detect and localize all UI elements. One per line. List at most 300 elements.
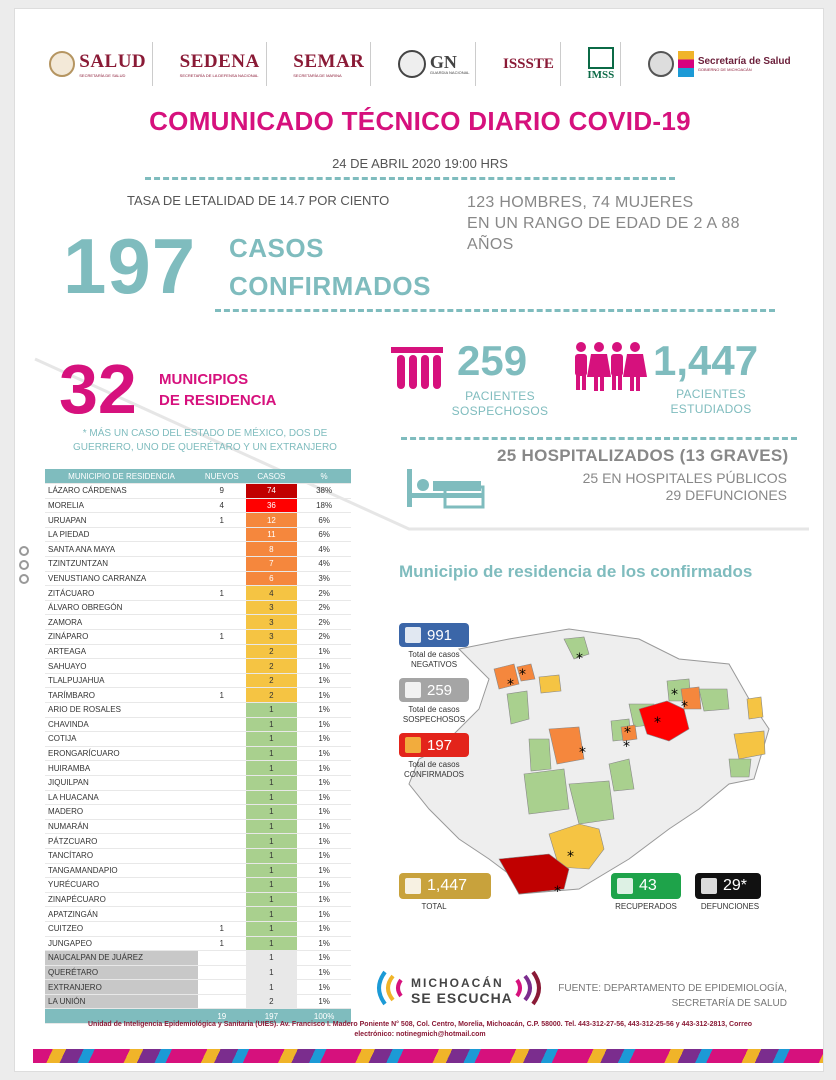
map-region-green xyxy=(529,739,551,771)
confirmados-box xyxy=(399,733,469,757)
nuevos-cell xyxy=(198,892,246,907)
column-header-percent: % xyxy=(297,469,351,484)
municipio-cell: ZINÁPARO xyxy=(45,630,198,645)
defunciones-text: 29 DEFUNCIONES xyxy=(665,487,787,503)
municipio-cell: ÁLVARO OBREGÓN xyxy=(45,600,198,615)
percent-cell: 1% xyxy=(297,717,351,732)
campaign-line1: MICHOACÁN xyxy=(411,976,504,990)
municipio-cell: COTIJA xyxy=(45,732,198,747)
nuevos-cell xyxy=(198,644,246,659)
table-row xyxy=(45,980,351,995)
sospechosos-label-line1: PACIENTES xyxy=(465,389,535,403)
casos-cell: 1 xyxy=(246,878,298,893)
nuevos-cell xyxy=(198,542,246,557)
hospitales-publicos: 25 EN HOSPITALES PÚBLICOS xyxy=(582,470,787,486)
casos-cell: 11 xyxy=(246,527,298,542)
sedena-logo xyxy=(174,42,267,86)
casos-cell: 2 xyxy=(246,644,298,659)
municipio-cell: ERONGARÍCUARO xyxy=(45,746,198,761)
casos-cell: 2 xyxy=(246,673,298,688)
sospechosos-value: 259 xyxy=(427,681,453,699)
nuevos-cell xyxy=(198,965,246,980)
column-header-nuevos: NUEVOS xyxy=(198,469,246,484)
people-icon xyxy=(617,878,633,894)
nuevos-cell: 1 xyxy=(198,936,246,951)
municipio-cell: SAHUAYO xyxy=(45,659,198,674)
table-row xyxy=(45,484,351,499)
municipio-cell: APATZINGÁN xyxy=(45,907,198,922)
estudiados-label-line1: PACIENTES xyxy=(676,387,746,401)
total-legend-label: TOTAL xyxy=(421,902,447,911)
source-note xyxy=(558,981,787,1011)
table-row xyxy=(45,834,351,849)
percent-cell: 1% xyxy=(297,951,351,966)
report-date: 24 DE ABRIL 2020 19:00 HRS xyxy=(332,156,508,171)
casos-cell: 2 xyxy=(246,688,298,703)
percent-cell: 1% xyxy=(297,644,351,659)
municipio-cell: LA PIEDAD xyxy=(45,527,198,542)
table-header-row xyxy=(45,469,351,484)
confirmed-label xyxy=(229,229,431,305)
letality-rate: TASA DE LETALIDAD DE 14.7 POR CIENTO xyxy=(127,193,390,208)
column-header-casos: CASOS xyxy=(246,469,298,484)
page-title: COMUNICADO TÉCNICO DIARIO COVID-19 xyxy=(149,106,691,136)
hospitalizados: 25 HOSPITALIZADOS (13 GRAVES) xyxy=(497,446,789,465)
percent-cell: 1% xyxy=(297,878,351,893)
gn-name: GN xyxy=(429,51,457,72)
percent-cell: 4% xyxy=(297,542,351,557)
secretaria-logo xyxy=(642,42,797,86)
table-row xyxy=(45,965,351,980)
nuevos-cell xyxy=(198,659,246,674)
sospechosos-legend-label xyxy=(399,705,469,725)
nuevos-cell xyxy=(198,703,246,718)
percent-cell: 2% xyxy=(297,630,351,645)
confirmados-value: 197 xyxy=(427,736,453,754)
nuevos-cell xyxy=(198,557,246,572)
nuevos-cell: 1 xyxy=(198,586,246,601)
sospechosos-label xyxy=(435,389,565,419)
percent-cell: 1% xyxy=(297,994,351,1009)
nuevos-cell: 1 xyxy=(198,688,246,703)
decorative-stripe xyxy=(33,1049,823,1063)
casos-cell: 1 xyxy=(246,965,298,980)
divider xyxy=(145,177,675,180)
municipio-cell: MORELIA xyxy=(45,498,198,513)
nuevos-cell xyxy=(198,805,246,820)
nuevos-cell xyxy=(198,775,246,790)
negativos-label xyxy=(399,650,469,670)
casos-cell: 1 xyxy=(246,834,298,849)
municipio-cell: MADERO xyxy=(45,805,198,820)
dot xyxy=(19,574,29,584)
percent-cell: 1% xyxy=(297,834,351,849)
municipio-cell: ARTEAGA xyxy=(45,644,198,659)
percent-cell: 3% xyxy=(297,571,351,586)
person-icon xyxy=(405,627,421,643)
recuperados-value: 43 xyxy=(639,877,657,894)
defunciones-box xyxy=(695,873,761,899)
percent-cell: 4% xyxy=(297,557,351,572)
table-row xyxy=(45,907,351,922)
scroll-dots xyxy=(19,546,29,588)
casos-cell: 2 xyxy=(246,659,298,674)
percent-cell: 1% xyxy=(297,805,351,820)
percent-cell: 6% xyxy=(297,527,351,542)
sospechosos-legend-line1: Total de casos xyxy=(408,705,460,714)
municipio-cell: ARIO DE ROSALES xyxy=(45,703,198,718)
municipio-cell: HUIRAMBA xyxy=(45,761,198,776)
percent-cell: 1% xyxy=(297,819,351,834)
casos-cell: 1 xyxy=(246,921,298,936)
municipio-cell: JUNGAPEO xyxy=(45,936,198,951)
confirmed-number: 197 xyxy=(63,222,197,310)
casos-cell: 1 xyxy=(246,761,298,776)
recuperados-box xyxy=(611,873,681,899)
estudiados-label xyxy=(651,387,771,417)
salud-name: SALUD xyxy=(79,50,147,72)
casos-cell: 1 xyxy=(246,980,298,995)
municipios-note: * MÁS UN CASO DEL ESTADO DE MÉXICO, DOS DE GUERRERO, UNO DE QUERÉTARO Y UN EXTRANJERO xyxy=(73,428,337,453)
dot xyxy=(19,546,29,556)
municipios-label xyxy=(159,369,277,411)
nuevos-cell xyxy=(198,717,246,732)
sospechosos-box xyxy=(399,678,469,702)
percent-cell: 2% xyxy=(297,615,351,630)
person-icon xyxy=(405,682,421,698)
sospechosos-label-line2: SOSPECHOSOS xyxy=(451,404,549,418)
confirmed-label-line2: CONFIRMADOS xyxy=(229,271,431,301)
municipios-label-line2: DE RESIDENCIA xyxy=(159,392,277,409)
table-row xyxy=(45,600,351,615)
casos-cell: 1 xyxy=(246,936,298,951)
people-icon xyxy=(405,878,421,894)
svg-text:*: * xyxy=(681,699,688,715)
imss-emblem-icon xyxy=(588,47,614,69)
defunciones-value: 29* xyxy=(723,877,748,894)
gn-logo xyxy=(392,42,477,86)
percent-cell: 1% xyxy=(297,892,351,907)
confirmados-label xyxy=(399,760,469,780)
table-row xyxy=(45,527,351,542)
mexico-seal-icon xyxy=(49,51,75,77)
nuevos-cell xyxy=(198,994,246,1009)
casos-cell: 3 xyxy=(246,600,298,615)
percent-cell: 2% xyxy=(297,600,351,615)
svg-text:*: * xyxy=(567,849,574,865)
municipio-cell: TARÍMBARO xyxy=(45,688,198,703)
municipio-cell: EXTRANJERO xyxy=(45,980,198,995)
table-row xyxy=(45,892,351,907)
municipio-cell: ZINAPÉCUARO xyxy=(45,892,198,907)
casos-cell: 1 xyxy=(246,848,298,863)
municipio-cell: TANGAMANDAPIO xyxy=(45,863,198,878)
percent-cell: 1% xyxy=(297,775,351,790)
percent-cell: 2% xyxy=(297,586,351,601)
table-row xyxy=(45,878,351,893)
divider xyxy=(215,309,775,312)
casos-cell: 74 xyxy=(246,484,298,499)
nuevos-cell xyxy=(198,951,246,966)
hospital-bed-icon xyxy=(405,467,485,509)
table-row xyxy=(45,732,351,747)
imss-logo xyxy=(581,42,621,86)
nuevos-cell xyxy=(198,834,246,849)
municipio-cell: NUMARÁN xyxy=(45,819,198,834)
casos-cell: 4 xyxy=(246,586,298,601)
table-row xyxy=(45,951,351,966)
nuevos-cell xyxy=(198,790,246,805)
michoacan-seal-icon xyxy=(648,51,674,77)
footer-address: Unidad de Inteligencia Epidemiológica y Sanitaria (UIES). Av. Francisco I. Madero Poniente N° 508, Col. Centro, Morelia, Michoacán, C.P. 58000. Tel. 443-312-27-56, 443-312-25-56 y 443-312-2813, Correo electrónico: notinegmich@hotmail.com xyxy=(87,1021,753,1038)
table-row xyxy=(45,790,351,805)
casos-cell: 1 xyxy=(246,746,298,761)
svg-text:*: * xyxy=(576,651,583,667)
casos-cell: 2 xyxy=(246,994,298,1009)
percent-cell: 1% xyxy=(297,746,351,761)
nuevos-cell xyxy=(198,980,246,995)
table-row xyxy=(45,630,351,645)
svg-text:*: * xyxy=(554,884,561,900)
table-row xyxy=(45,775,351,790)
casos-cell: 1 xyxy=(246,805,298,820)
municipios-label-line1: MUNICIPIOS xyxy=(159,371,249,388)
municipio-cell: ZITÁCUARO xyxy=(45,586,198,601)
nuevos-cell xyxy=(198,863,246,878)
municipios-table xyxy=(45,469,351,1024)
table-row xyxy=(45,921,351,936)
casos-cell: 1 xyxy=(246,863,298,878)
salud-sub: SECRETARÍA DE SALUD xyxy=(79,72,126,78)
source-line1: FUENTE: DEPARTAMENTO DE EPIDEMIOLOGÍA, xyxy=(558,983,787,994)
casos-cell: 1 xyxy=(246,790,298,805)
percent-cell: 1% xyxy=(297,907,351,922)
negativos-label-line2: NEGATIVOS xyxy=(410,660,458,669)
svg-text:*: * xyxy=(519,667,526,683)
percent-cell: 38% xyxy=(297,484,351,499)
casos-cell: 7 xyxy=(246,557,298,572)
nuevos-cell xyxy=(198,907,246,922)
nuevos-cell xyxy=(198,527,246,542)
table-row xyxy=(45,936,351,951)
map-region-yellow xyxy=(734,731,765,759)
casos-cell: 6 xyxy=(246,571,298,586)
municipios-number: 32 xyxy=(59,350,137,428)
nuevos-cell xyxy=(198,615,246,630)
percent-cell: 1% xyxy=(297,688,351,703)
municipio-cell: SANTA ANA MAYA xyxy=(45,542,198,557)
map-region-green xyxy=(729,759,751,777)
map-region-green xyxy=(507,691,529,724)
hospital-details xyxy=(583,470,787,504)
casos-cell: 1 xyxy=(246,819,298,834)
percent-cell: 18% xyxy=(297,498,351,513)
table-row xyxy=(45,746,351,761)
test-tubes-icon xyxy=(389,343,445,393)
nuevos-cell xyxy=(198,761,246,776)
table-row xyxy=(45,659,351,674)
table-row xyxy=(45,703,351,718)
municipio-cell: VENUSTIANO CARRANZA xyxy=(45,571,198,586)
table-row xyxy=(45,863,351,878)
map-title: Municipio de residencia de los confirmados xyxy=(399,562,753,581)
municipio-cell: ZAMORA xyxy=(45,615,198,630)
percent-cell: 1% xyxy=(297,732,351,747)
svg-text:*: * xyxy=(654,715,661,731)
people-icon xyxy=(571,341,647,393)
nuevos-cell: 1 xyxy=(198,513,246,528)
svg-text:*: * xyxy=(671,687,678,703)
map-region-yellow xyxy=(539,675,561,693)
nuevos-cell xyxy=(198,878,246,893)
table-row xyxy=(45,513,351,528)
imss-name: IMSS xyxy=(587,69,615,81)
confirmados-label-line2: CONFIRMADOS xyxy=(404,770,464,779)
person-icon xyxy=(405,737,421,753)
michoacan-se-escucha-logo xyxy=(371,964,551,1012)
nuevos-cell xyxy=(198,732,246,747)
svg-text:*: * xyxy=(507,677,514,693)
casos-cell: 1 xyxy=(246,732,298,747)
total-casos: 197 xyxy=(246,1009,298,1024)
municipio-cell: TLALPUJAHUA xyxy=(45,673,198,688)
table-row xyxy=(45,805,351,820)
nuevos-cell xyxy=(198,571,246,586)
percent-cell: 1% xyxy=(297,921,351,936)
casos-cell: 1 xyxy=(246,717,298,732)
confirmados-label-line1: Total de casos xyxy=(408,760,460,769)
percent-cell: 1% xyxy=(297,848,351,863)
casos-cell: 8 xyxy=(246,542,298,557)
table-body xyxy=(45,484,351,1009)
negativos-box xyxy=(399,623,469,647)
demographics xyxy=(467,192,740,255)
issste-logo xyxy=(497,42,561,86)
column-header-municipio: MUNICIPIO DE RESIDENCIA xyxy=(45,469,198,484)
percent-cell: 1% xyxy=(297,673,351,688)
secretaria-name: Secretaría de Salud xyxy=(697,56,791,67)
municipio-cell: PÁTZCUARO xyxy=(45,834,198,849)
table-row xyxy=(45,761,351,776)
confirmed-label-line1: CASOS xyxy=(229,233,324,263)
table-row xyxy=(45,848,351,863)
demographics-line1: 123 HOMBRES, 74 MUJERES xyxy=(467,194,694,211)
percent-cell: 1% xyxy=(297,980,351,995)
table-row xyxy=(45,615,351,630)
table-row xyxy=(45,498,351,513)
table-row xyxy=(45,586,351,601)
nuevos-cell: 9 xyxy=(198,484,246,499)
municipio-cell: JIQUILPAN xyxy=(45,775,198,790)
table-row xyxy=(45,542,351,557)
demographics-line2: EN UN RANGO DE EDAD DE 2 A 88 xyxy=(467,215,740,232)
map-region-yellow xyxy=(747,697,763,719)
recuperados-label: RECUPERADOS xyxy=(615,902,677,911)
gn-sub: GUARDIA NACIONAL xyxy=(429,69,470,75)
total-value: 1,447 xyxy=(427,877,468,894)
sospechosos-number: 259 xyxy=(457,337,528,384)
michoacan-k-icon xyxy=(678,51,694,77)
person-icon xyxy=(701,878,717,894)
semar-sub: SECRETARÍA DE MARINA xyxy=(293,72,342,78)
table-row xyxy=(45,571,351,586)
logo-bar xyxy=(15,39,825,89)
infographic-page xyxy=(14,8,824,1072)
total-box xyxy=(399,873,491,899)
nuevos-cell: 1 xyxy=(198,630,246,645)
gn-seal-icon xyxy=(398,50,426,78)
casos-cell: 3 xyxy=(246,630,298,645)
percent-cell: 6% xyxy=(297,513,351,528)
table-row xyxy=(45,644,351,659)
semar-logo xyxy=(287,42,371,86)
negativos-value: 991 xyxy=(427,626,453,644)
municipio-cell: CHAVINDA xyxy=(45,717,198,732)
estudiados-label-line2: ESTUDIADOS xyxy=(670,402,752,416)
negativos-label-line1: Total de casos xyxy=(408,650,460,659)
nuevos-cell xyxy=(198,600,246,615)
demographics-line3: AÑOS xyxy=(467,236,514,253)
percent-cell: 1% xyxy=(297,703,351,718)
svg-text:*: * xyxy=(579,745,586,761)
nuevos-cell xyxy=(198,819,246,834)
casos-cell: 1 xyxy=(246,703,298,718)
municipio-cell: TZINTZUNTZAN xyxy=(45,557,198,572)
svg-text:*: * xyxy=(624,725,631,741)
nuevos-cell: 1 xyxy=(198,921,246,936)
table-row xyxy=(45,717,351,732)
municipio-cell: LÁZARO CÁRDENAS xyxy=(45,484,198,499)
salud-logo xyxy=(43,42,153,86)
table-row xyxy=(45,557,351,572)
campaign-line2: SE ESCUCHA xyxy=(411,990,513,1006)
municipio-cell: TANCÍTARO xyxy=(45,848,198,863)
sedena-sub: SECRETARÍA DE LA DEFENSA NACIONAL xyxy=(179,72,259,78)
map-region-green xyxy=(699,689,729,711)
svg-text:*: * xyxy=(623,739,630,755)
municipio-cell: YURÉCUARO xyxy=(45,878,198,893)
casos-cell: 12 xyxy=(246,513,298,528)
percent-cell: 1% xyxy=(297,965,351,980)
nuevos-cell xyxy=(198,673,246,688)
dot xyxy=(19,560,29,570)
percent-cell: 1% xyxy=(297,659,351,674)
sospechosos-legend-line2: SOSPECHOSOS xyxy=(402,715,466,724)
map-region-green xyxy=(524,769,569,814)
municipio-cell: CUITZEO xyxy=(45,921,198,936)
source-line2: SECRETARÍA DE SALUD xyxy=(671,998,787,1009)
table-row xyxy=(45,688,351,703)
semar-name: SEMAR xyxy=(293,50,365,72)
sedena-name: SEDENA xyxy=(179,50,260,72)
nuevos-cell xyxy=(198,848,246,863)
casos-cell: 3 xyxy=(246,615,298,630)
municipio-cell: LA UNIÓN xyxy=(45,994,198,1009)
municipio-cell: URUAPAN xyxy=(45,513,198,528)
municipio-cell: NAUCALPAN DE JUÁREZ xyxy=(45,951,198,966)
total-nuevos: 19 xyxy=(198,1009,246,1024)
table-row xyxy=(45,819,351,834)
casos-cell: 1 xyxy=(246,892,298,907)
nuevos-cell: 4 xyxy=(198,498,246,513)
total-percent: 100% xyxy=(297,1009,351,1024)
casos-cell: 1 xyxy=(246,951,298,966)
percent-cell: 1% xyxy=(297,936,351,951)
divider xyxy=(401,437,797,440)
casos-cell: 1 xyxy=(246,775,298,790)
defunciones-label: DEFUNCIONES xyxy=(700,902,760,911)
estudiados-number: 1,447 xyxy=(653,337,759,384)
